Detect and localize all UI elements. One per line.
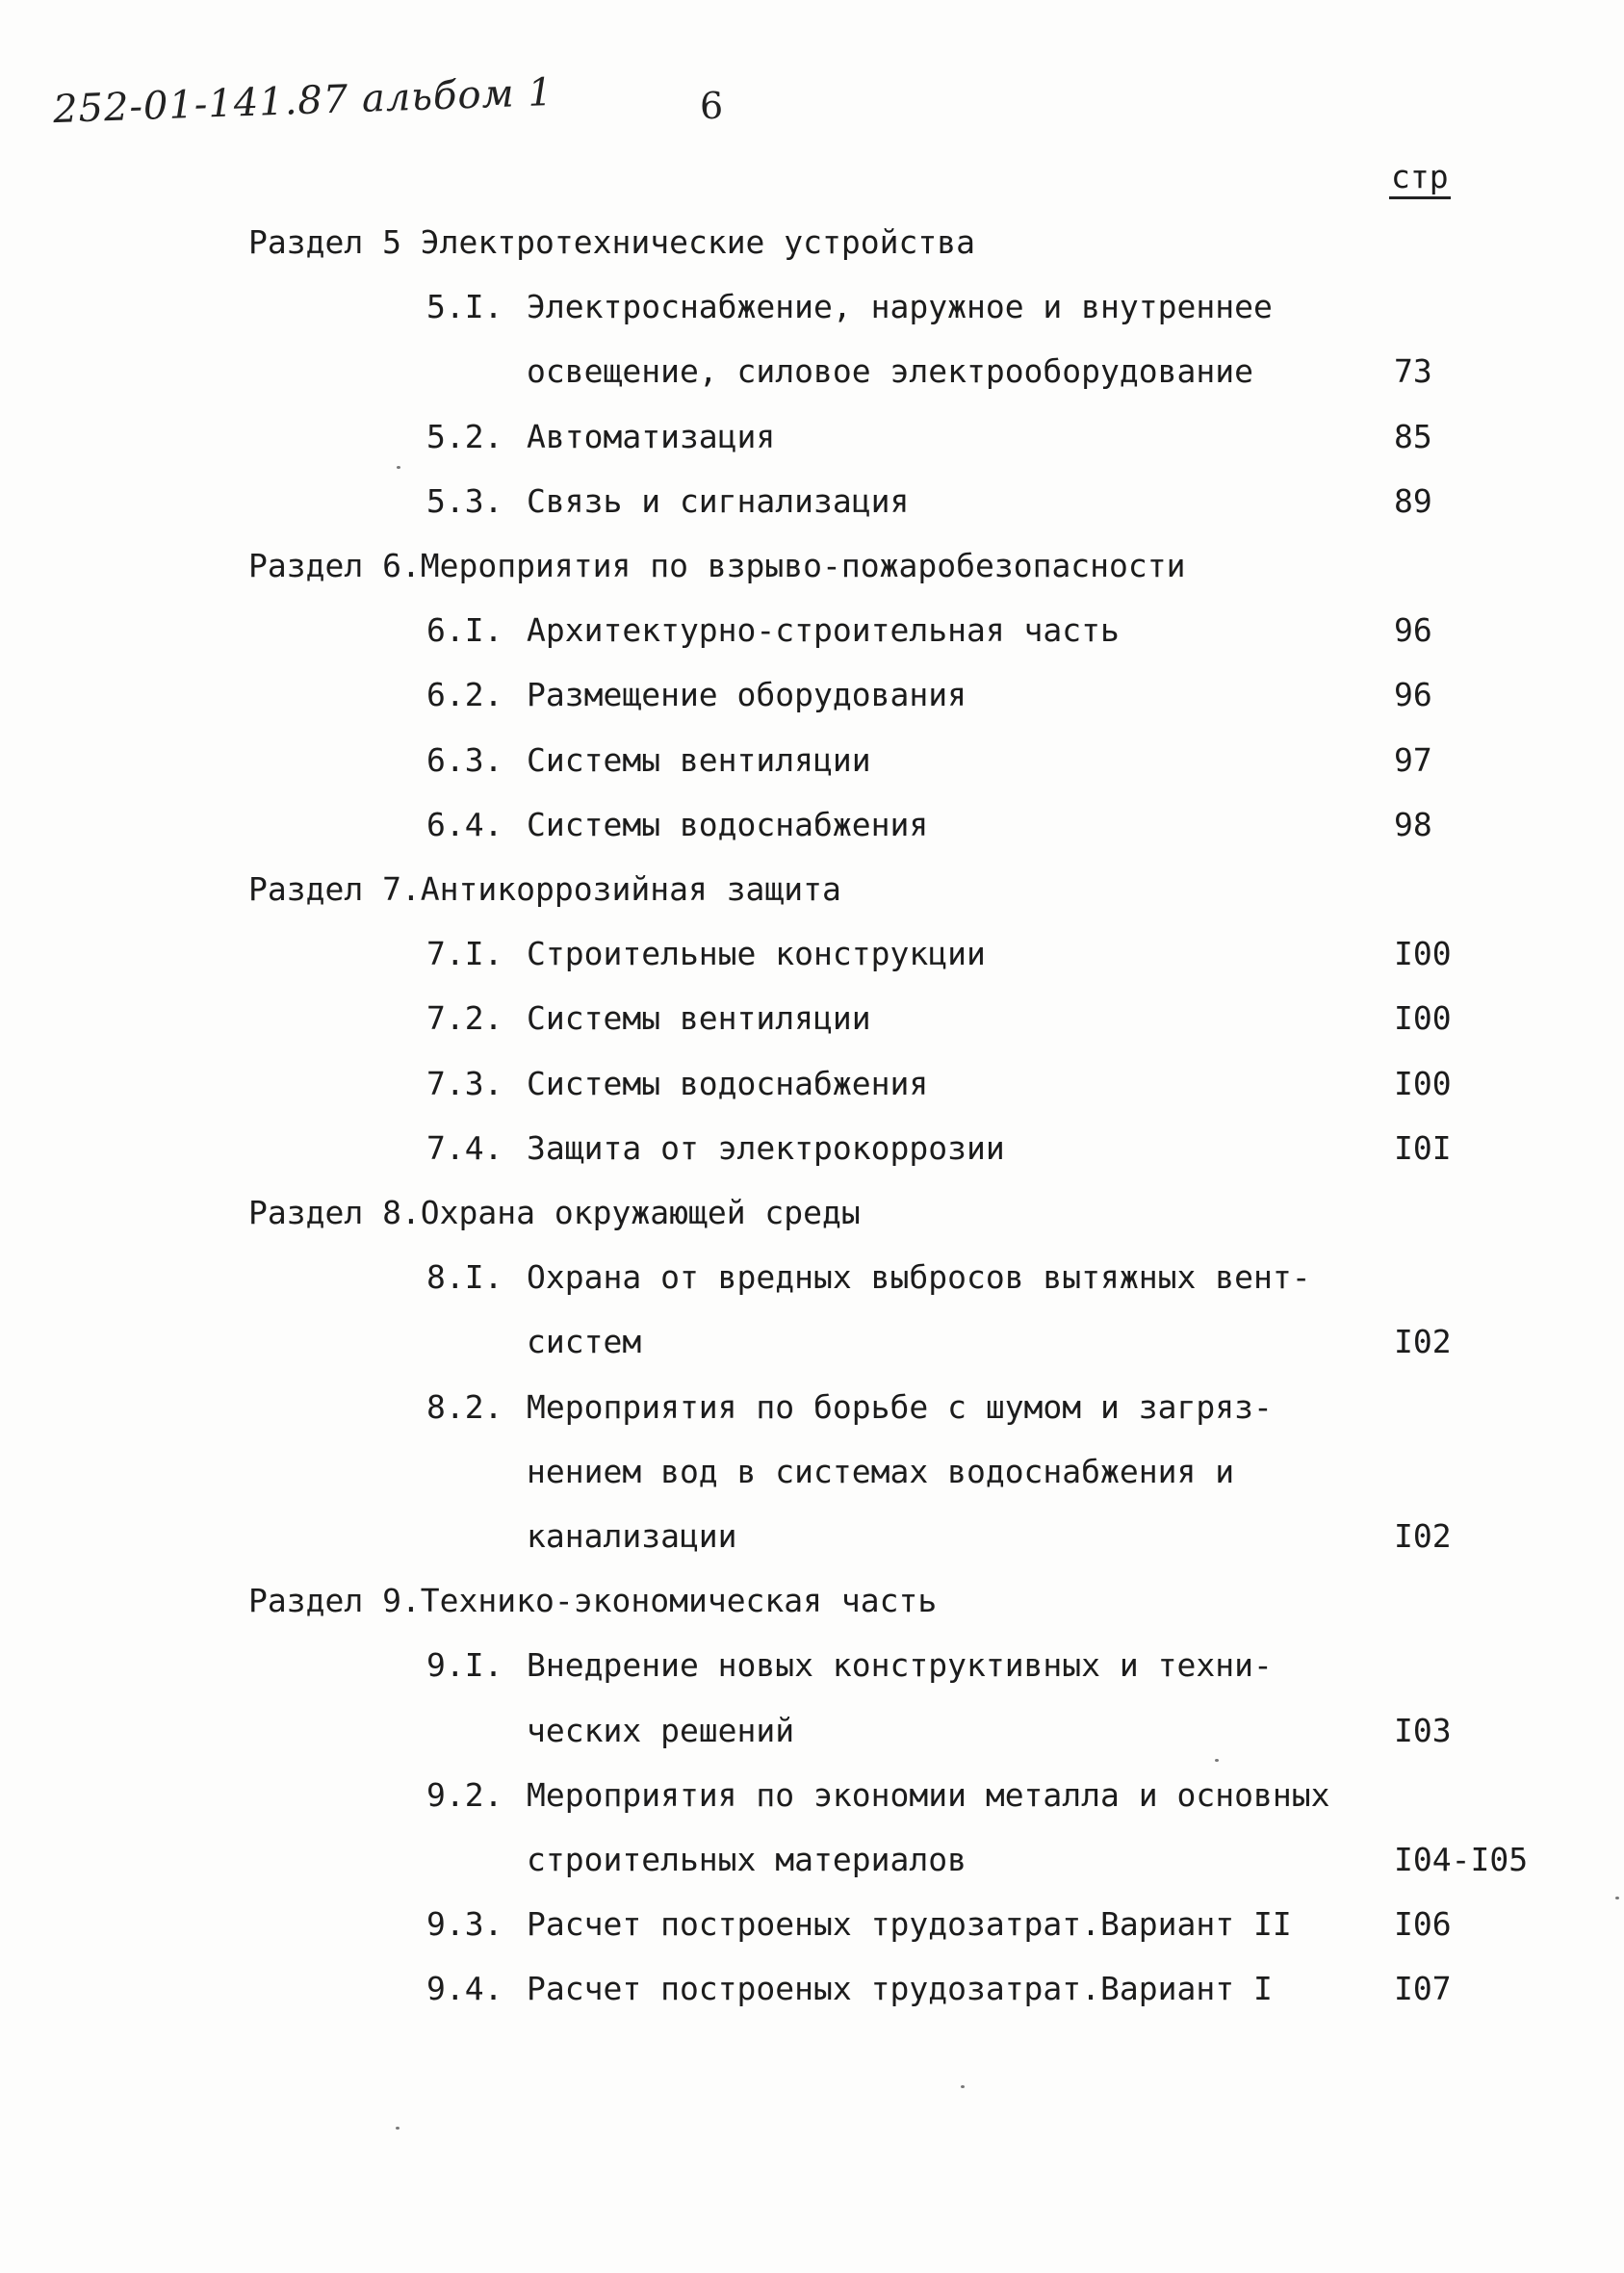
scan-speck (1615, 1897, 1619, 1899)
toc-section-row (0, 221, 1624, 264)
toc-item-row (0, 286, 1624, 328)
toc-item-number: 7.4. (426, 1128, 503, 1167)
toc-item-row (0, 1127, 1624, 1170)
toc-section-title: Раздел 9.Технико-экономическая часть (248, 1582, 938, 1620)
toc-page-ref: 89 (1394, 481, 1432, 520)
toc-section-title: Раздел 6.Мероприятия по взрыво-пожаробезопасности (248, 547, 1186, 584)
toc-item-row (0, 739, 1624, 782)
toc-item-row (0, 1903, 1624, 1946)
toc-section-title: Раздел 7.Антикоррозийная защита (248, 870, 841, 908)
toc-item-row (0, 674, 1624, 716)
toc-item-row (0, 1063, 1624, 1105)
toc-section-row (0, 1192, 1624, 1234)
toc-item-number: 9.2. (426, 1775, 503, 1814)
scan-speck (396, 2127, 400, 2130)
page-column-header: стр (1389, 160, 1451, 199)
toc-item-row (0, 1386, 1624, 1429)
toc-page-ref: I02 (1394, 1323, 1452, 1361)
toc-page-ref: I06 (1394, 1905, 1452, 1944)
toc-page-ref: I0I (1394, 1128, 1452, 1167)
toc-item-row (0, 933, 1624, 975)
toc-item-title: нением вод в системах водоснабжения и (527, 1452, 1235, 1490)
toc-item-title: Системы водоснабжения (527, 1064, 929, 1102)
toc-item-number: 6.I. (426, 611, 503, 650)
toc-item-title: Мероприятия по экономии металла и основных (527, 1775, 1330, 1814)
toc-continuation-row (0, 1710, 1624, 1752)
toc-item-number: 8.I. (426, 1258, 503, 1297)
document-code-handwritten: 252-01-141.87 альбом 1 (52, 69, 554, 133)
toc-page-ref: I03 (1394, 1711, 1452, 1749)
toc-item-title: Электроснабжение, наружное и внутреннее (527, 288, 1273, 326)
toc-section-row (0, 868, 1624, 911)
toc-item-title: освещение, силовое электрооборудование (527, 352, 1253, 391)
toc-item-title: Системы вентиляции (527, 999, 871, 1038)
toc-item-row (0, 480, 1624, 523)
toc-item-number: 6.2. (426, 676, 503, 714)
toc-page-ref: 98 (1394, 805, 1432, 843)
toc-item-number: 9.I. (426, 1646, 503, 1685)
toc-item-title: ческих решений (527, 1711, 795, 1749)
toc-item-title: Расчет построеных трудозатрат.Вариант I (527, 1970, 1273, 2008)
toc-item-number: 5.I. (426, 288, 503, 326)
toc-item-title: Расчет построеных трудозатрат.Вариант II (527, 1905, 1292, 1944)
scan-speck (1215, 1759, 1219, 1762)
toc-page-ref: I07 (1394, 1970, 1452, 2008)
toc-item-number: 8.2. (426, 1387, 503, 1426)
toc-item-title: Автоматизация (527, 417, 776, 455)
toc-item-number: 9.4. (426, 1970, 503, 2008)
toc-page-ref: 96 (1394, 611, 1432, 650)
toc-item-row (0, 1968, 1624, 2010)
toc-continuation-row (0, 350, 1624, 393)
toc-page-ref: 96 (1394, 676, 1432, 714)
toc-page-ref: I02 (1394, 1517, 1452, 1555)
toc-section-row (0, 545, 1624, 587)
toc-page-ref: 85 (1394, 417, 1432, 455)
toc-page-ref: I00 (1394, 999, 1452, 1038)
toc-continuation-row (0, 1839, 1624, 1881)
toc-item-title: Защита от электрокоррозии (527, 1128, 1005, 1167)
toc-continuation-row (0, 1515, 1624, 1558)
scan-speck (397, 466, 400, 469)
toc-item-number: 9.3. (426, 1905, 503, 1944)
toc-item-row (0, 1256, 1624, 1299)
toc-item-number: 7.2. (426, 999, 503, 1038)
toc-section-row (0, 1580, 1624, 1622)
toc-continuation-row (0, 1451, 1624, 1493)
scan-speck (961, 2085, 965, 2088)
toc-item-title: Размещение оборудования (527, 676, 967, 714)
toc-section-title: Раздел 8.Охрана окружающей среды (248, 1194, 861, 1231)
toc-page-ref: I04-I05 (1394, 1841, 1529, 1878)
toc-item-title: Связь и сигнализация (527, 481, 910, 520)
toc-item-title: Системы водоснабжения (527, 805, 929, 843)
toc-item-row (0, 804, 1624, 846)
toc-item-number: 6.4. (426, 805, 503, 843)
toc-item-row (0, 997, 1624, 1040)
toc-item-title: Архитектурно-строительная часть (527, 611, 1120, 650)
toc-item-title: систем (527, 1323, 642, 1361)
toc-page-ref: I00 (1394, 1064, 1452, 1102)
toc-item-row (0, 1774, 1624, 1817)
toc-item-title: строительных материалов (527, 1841, 967, 1878)
toc-item-title: Строительные конструкции (527, 935, 986, 973)
toc-item-number: 6.3. (426, 740, 503, 779)
toc-item-row (0, 609, 1624, 652)
toc-page-ref: I00 (1394, 935, 1452, 973)
toc-item-number: 5.2. (426, 417, 503, 455)
toc-item-row (0, 1644, 1624, 1687)
toc-page-ref: 73 (1394, 352, 1432, 391)
toc-page-ref: 97 (1394, 740, 1432, 779)
page-number: 6 (700, 85, 724, 127)
toc-item-number: 7.I. (426, 935, 503, 973)
toc-item-title: Охрана от вредных выбросов вытяжных вент- (527, 1258, 1311, 1297)
toc-item-number: 7.3. (426, 1064, 503, 1102)
toc-item-row (0, 416, 1624, 458)
toc-item-title: Мероприятия по борьбе с шумом и загряз- (527, 1387, 1273, 1426)
toc-continuation-row (0, 1321, 1624, 1363)
toc-item-title: канализации (527, 1517, 737, 1555)
toc-item-number: 5.3. (426, 481, 503, 520)
toc-item-title: Системы вентиляции (527, 740, 871, 779)
toc-section-title: Раздел 5 Электротехнические устройства (248, 223, 975, 261)
toc-item-title: Внедрение новых конструктивных и техни- (527, 1646, 1273, 1685)
